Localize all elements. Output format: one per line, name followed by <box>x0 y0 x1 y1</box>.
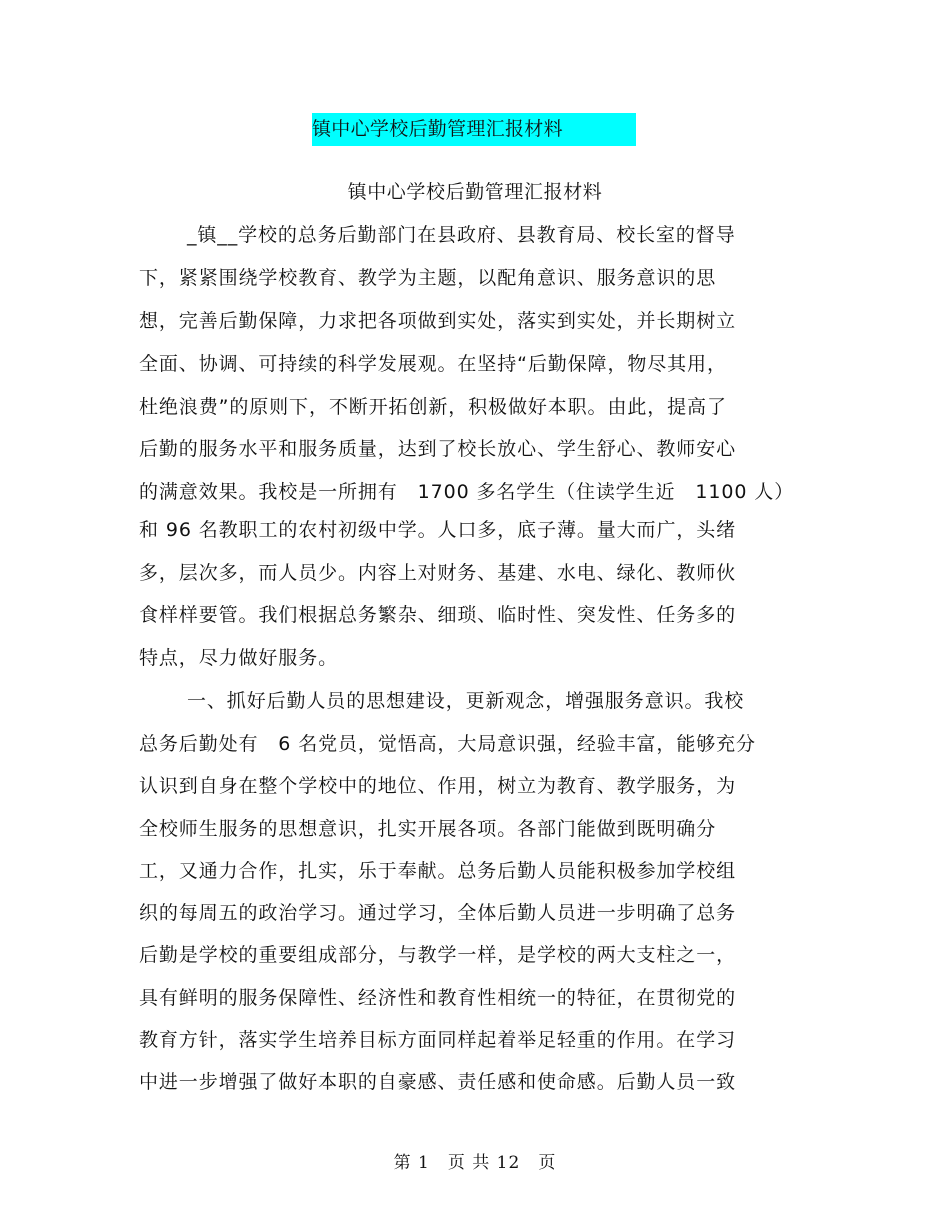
body-line: 全校师生服务的思想意识，扎实开展各项。各部门能做到既明确分 <box>139 818 717 840</box>
body-line: 工，又通力合作，扎实，乐于奉献。总务后勤人员能积极参加学校组 <box>139 860 737 882</box>
body-line: 中进一步增强了做好本职的自豪感、责任感和使命感。后勤人员一致 <box>139 1071 737 1093</box>
body-line: 杜绝浪费”的原则下，不断开拓创新，积极做好本职。由此，提高了 <box>139 396 727 418</box>
body-line: 食样样要管。我们根据总务繁杂、细琐、临时性、突发性、任务多的 <box>139 604 737 626</box>
body-line: 教育方针，落实学生培养目标方面同样起着举足轻重的作用。在学习 <box>139 1029 737 1051</box>
body-line: 织的每周五的政治学习。通过学习，全体后勤人员进一步明确了总务 <box>139 902 737 924</box>
body-line: 认识到自身在整个学校中的地位、作用，树立为教育、教学服务，为 <box>139 775 737 797</box>
body-line: 和 96 名教职工的农村初级中学。人口多，底子薄。量大而广，头绪 <box>139 519 737 541</box>
body-line: 后勤是学校的重要组成部分，与教学一样，是学校的两大支柱之一， <box>139 944 737 966</box>
document-subtitle: 镇中心学校后勤管理汇报材料 <box>347 181 603 203</box>
body-line: 特点，尽力做好服务。 <box>139 647 339 669</box>
body-line: 总务后勤处有 6 名党员，觉悟高，大局意识强，经验丰富，能够充分 <box>139 733 756 755</box>
body-line: 想，完善后勤保障，力求把各项做到实处，落实到实处，并长期树立 <box>139 310 737 332</box>
page-indicator: 第 1 页 共 12 页 <box>393 1153 557 1173</box>
highlighted-title: 镇中心学校后勤管理汇报材料 <box>312 118 563 140</box>
body-line: 具有鲜明的服务保障性、经济性和教育性相统一的特征，在贯彻党的 <box>139 987 737 1009</box>
body-line: _镇__学校的总务后勤部门在县政府、县教育局、校长室的督导 <box>187 224 736 246</box>
body-line: 后勤的服务水平和服务质量，达到了校长放心、学生舒心、教师安心 <box>139 438 737 460</box>
body-line: 的满意效果。我校是一所拥有 1700 多名学生（住读学生近 1100 人） <box>139 481 795 503</box>
body-line: 多，层次多，而人员少。内容上对财务、基建、水电、绿化、教师伙 <box>139 562 737 584</box>
body-line: 下，紧紧围绕学校教育、教学为主题，以配角意识、服务意识的思 <box>139 267 717 289</box>
body-line: 一、抓好后勤人员的思想建设，更新观念，增强服务意识。我校 <box>187 690 745 712</box>
body-line: 全面、协调、可持续的科学发展观。在坚持“后勤保障，物尽其用， <box>139 353 727 375</box>
